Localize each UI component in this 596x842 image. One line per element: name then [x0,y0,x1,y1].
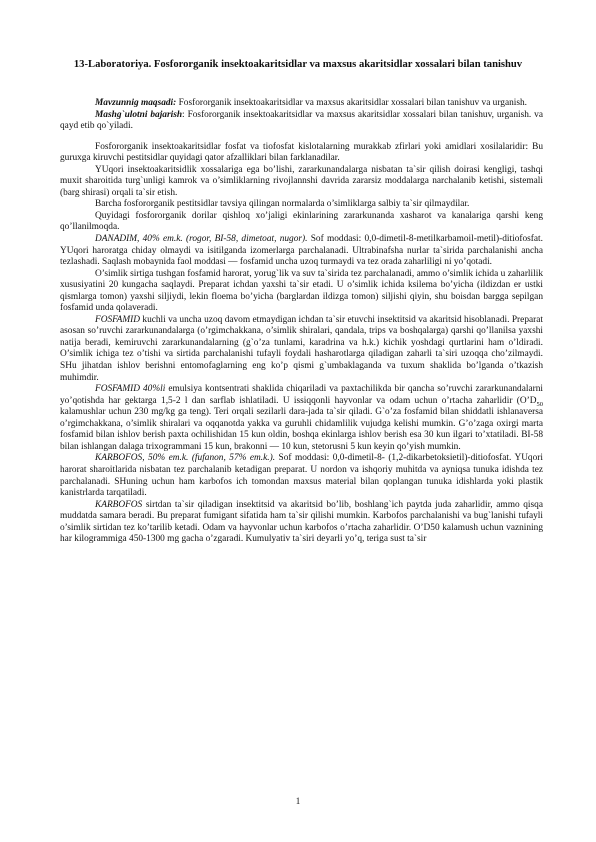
karbofos-action-text: sirtdan ta`sir qiladigan insektitsid va akaritsid bo’lib, boshlang`ich paytda juda zaharlidir, ammo qisqa muddatda samara beradi. Bu preparat fumigant sifatida ham ta`sir qilishi mumkin. Karbofos parchalanishi va bug`lanishi tufayli o’simlik sirtidan tez ko’tarilib ketadi. Odam va hayvonlar uchun karbofos o’rtacha zaharlidir. O’D50 kalamush uchun vaznining har kilogrammiga 450-1300 mg gacha o’zgaradi. Kumulyativ ta`siri deyarli yo’q, teriga sust ta`sir [60,499,543,545]
paragraph-usage: Quyidagi fosfororganik dorilar qishloq xo’jaligi ekinlarining zararkunanda xasharot va kanalariga qarshi keng qo’llanilmoqda. [60,210,543,233]
fosfamid-40-text-b: kalamushlar uchun 230 mg/kg ga teng). Teri orqali sezilarli dara-jada ta`sir qiladi. G`o’za fosfamid bilan shiddatli ishlanaversa o’rgimchakkana, o’simlik shiralari va oqqanotda yakka va guruhli chidamlilik vujudga kelishi mumkin. G’o’zaga oxirgi marta fosfamid bilan ishlov berish paxta ochilishidan 15 kun oldin, boshqa ekinlarga ishlov berish esa 30 kun ilgari to’xtatiladi. BI-58 bilan ishlangan dalaga trixogrammani 15 kun, brakonni — 10 kun, stetorusni 5 kun keyin qo’yish mumkin. [60,407,543,452]
paragraph-fosfamid [60,315,543,384]
topic-text: Fosfororganik insektoakaritsidlar va maxsus akaritsidlar xossalari bilan tanishuv va urganish. [176,98,528,108]
fosfamid-40-heading: FOSFAMID 40%li [95,384,166,395]
task-label: Mashg`ulotni bajarish [95,109,183,120]
task-paragraph [60,110,543,133]
paragraph-danadim [60,234,543,269]
fosfamid-text: kuchli va uncha uzoq davom etmaydigan ichdan ta`sir etuvchi insektitsid va akaritsid hisoblanadi. Preparat asosan so’ruvchi zararkunandalarga (o’rgimchakkana, o’simlik shiralari, qandala, trips va boshqalarga) qarshi qo’llanilsa yaxshi natija beradi, kemiruvchi zararkunandalarning (g`o’za tunlami, karadrina va h.k.) kichik yoshdagi qurtlarini ham o’ldiradi. O’simlik ichiga tez o’tishi va sirtida parchalanishi tufayli foydali hasharotlarga qiladigan zaharli ta`siri uzoqqa cho’zilmaydi. SHu jihatdan ishlov berishni entomofaglarning eng ko’p qismi g`umbaklaganda va tuxum shaklida bo’lganda o’tkazish muhimdir. [60,314,543,383]
karbofos-action-heading: KARBOFOS [95,499,143,510]
ld-subscript: 50 [536,400,543,408]
paragraph-karbofos-action [60,500,543,546]
paragraph-fosfamid-40 [60,384,543,453]
paragraph-fosfamid-plant: O’simlik sirtiga tushgan fosfamid harorat, yorug`lik va suv ta`sirida tez parchalanadi, ammo o’simlik ichida u zaharlilik xususiyatini 20 kungacha saqlaydi. Preparat ichdan yaxshi ta`sir etadi. U o’simlik ichida ksilema bo’yicha (ildizdan er ustki qismlarga tomon) yaxshi siljiydi, lekin floema bo’yicha (barglardan ildizga tomon) siljishi qiyin, shu boisdan bargga sepilgan fosfamid unda qolaveradi. [60,268,543,314]
karbofos-heading: KARBOFOS, 50% em.k. (fufanon, 57% em.k.). [95,453,276,464]
fosfamid-40-text-a: emulsiya kontsentrati shaklida chiqariladi va paxtachilikda bir qancha so’ruvchi zararkunandalarni yo’qotishda har gektarga 1,5-2 l dan sarflab ishlatiladi. U issiqqonli hayvonlar va odam uchun o’rtacha zaharlidir (O’D [60,384,543,406]
paragraph-karbofos [60,453,543,499]
karbofos-text: Sof moddasi: 0,0-dimetil-8- (1,2-dikarbetoksietil)-ditiofosfat. YUqori harorat sharoitlarida nisbatan tez parchalanib ketadigan preparat. U nordon va ishqoriy muhitda va ayniqsa tunuka idishda tez parchalanadi. SHuning uchun ham karbofos ich tomondan maxsus material bilan qoplangan tunuka idishlarda yoki plastik kanistrlarda tarqatiladi. [60,453,543,499]
page-title: 13-Laboratoriya. Fosfororganik insektoakaritsidlar va maxsus akaritsidlar xossalari bilan tanishuv [73,59,523,70]
page-number: 1 [295,796,301,806]
topic-label: Mavzunnig maqsadi: [95,98,177,108]
paragraph-intro: Fosfororganik insektoakaritsidlar fosfat va tiofosfat kislotalarning murakkab zfirlari yoki amidlari xosilalaridir: Bu guruxga kiruvchi pestitsidlar quyidagi qator afzalliklari bilan farklanadilar. [60,141,543,164]
danadim-heading: DANADIM, 40% em.k. (rogor, BI-58, dimetoat, nugor). [95,234,308,245]
danadim-text: Sof moddasi: 0,0-dimetil-8-metilkarbamoil-metil)-ditiofosfat. YUqori haroratga chiday olmaydi va isitilganda izomerlarga parchalanadi. Ultrabinafsha nurlar ta`sirida parchalanishi ancha tezlashadi. Saqlash mobaynida faol moddasi — fosfamid uncha uzoq turmaydi va tez orada zaharliligi ni yo’qotadi. [60,234,543,268]
paragraph-advantages: YUqori insektoakaritsidlik xossalariga ega bo’lishi, zararkunandalarga nisbatan ta`sir qilish doirasi kengligi, tashqi muxit sharoitida turg`unligi kamrok va o’simliklarning rivojlannshi davrida zararsiz moddalarga narchalanib ketishi, sistemali (barg shirasi) orqali ta`sir etish. [60,164,543,198]
task-text: : Fosfororganik insektoakaritsidlar va maxsus akaritsidlar xossalari bilan tanishuv, urganish. va qayd etib qo`yiladi. [60,109,543,132]
paragraph-safety: Barcha fosfororganik pestitsidlar tavsiya qilingan normalarda o’simliklarga salbiy ta`sir qilmaydilar. [95,199,470,210]
fosfamid-heading: FOSFAMID [95,314,140,325]
topic-paragraph [60,98,543,110]
document-body [60,98,543,546]
